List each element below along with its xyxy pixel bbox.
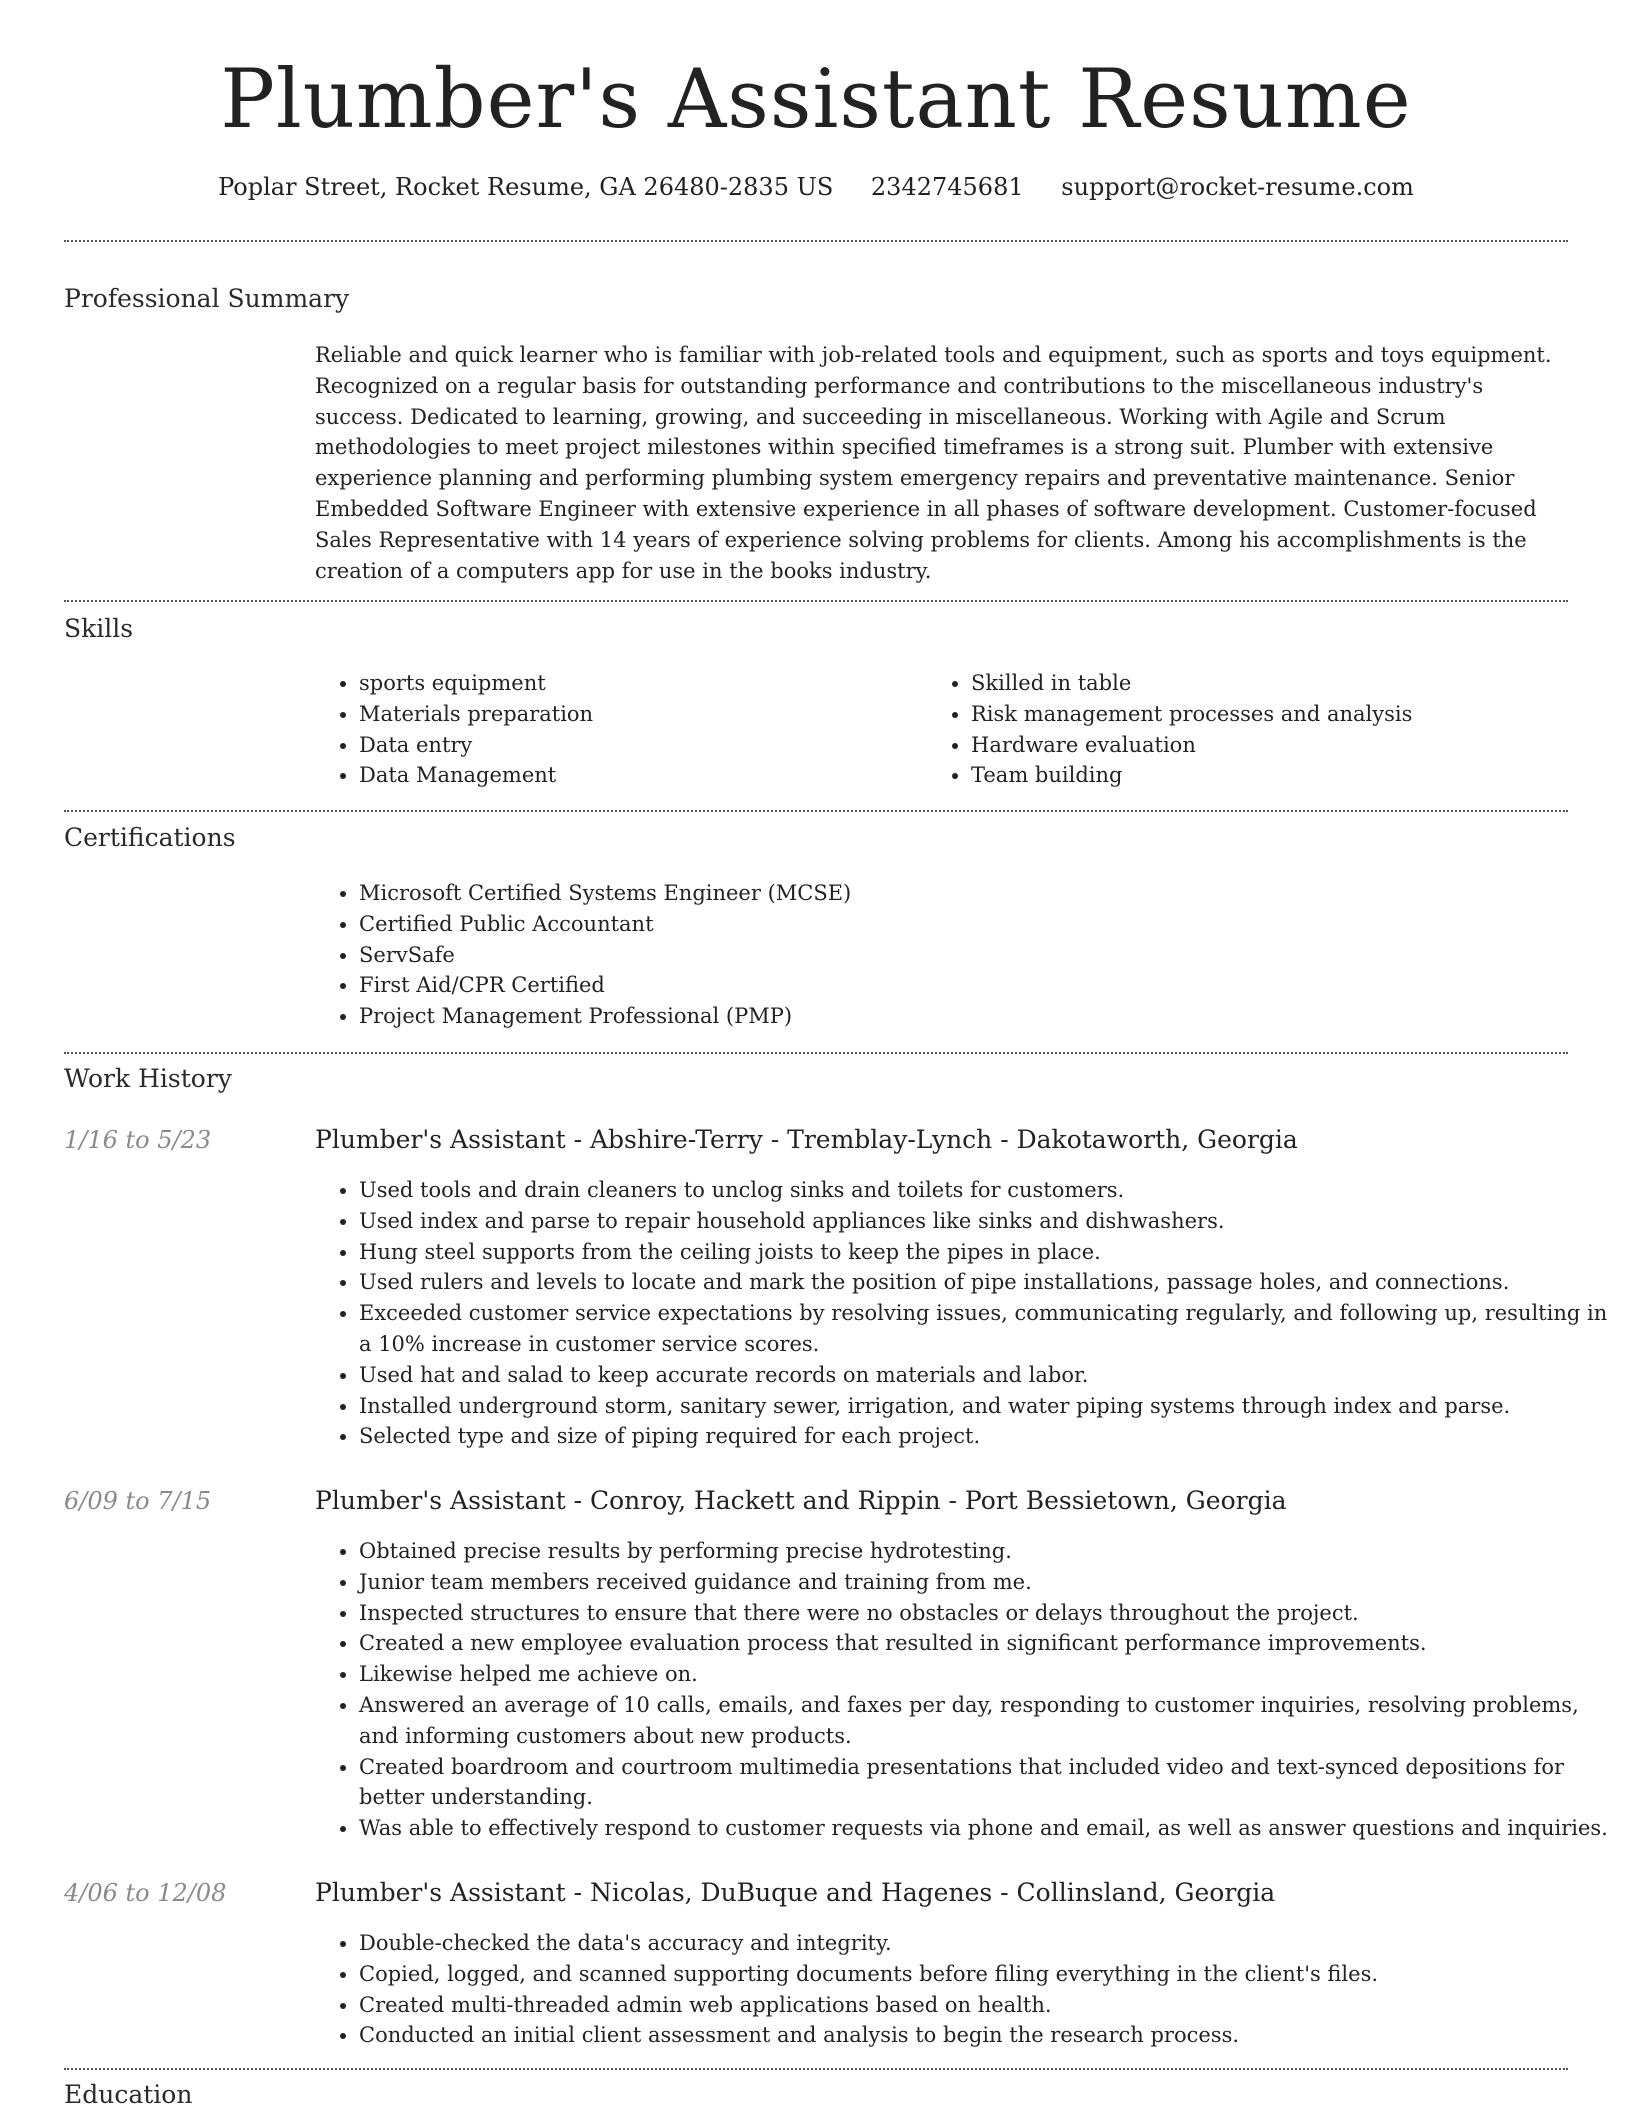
job-bullet: • Answered an average of 10 calls, emails, and faxes per day, responding to customer inquiries, resolving problems, and informing customers about new products.: [359, 1690, 1609, 1752]
job-bullet: • Likewise helped me achieve on.: [359, 1659, 1609, 1690]
certifications-list: [315, 878, 1609, 1032]
job-dates: 4/06 to 12/08: [64, 1879, 227, 1907]
contact-phone: 2342745681: [870, 173, 1024, 201]
contact-line: [0, 170, 1632, 204]
skill-item: • Team building: [971, 760, 1591, 791]
skill-item: • Data Management: [359, 760, 919, 791]
resume-title: Plumber's Assistant Resume: [220, 53, 1412, 147]
job-bullet: • Created a new employee evaluation process that resulted in significant performance improvements.: [359, 1628, 1609, 1659]
job-bullet: • Hung steel supports from the ceiling joists to keep the pipes in place.: [359, 1237, 1609, 1268]
section-title-summary: Professional Summary: [64, 284, 350, 313]
job-dates: 6/09 to 7/15: [64, 1487, 212, 1515]
job-bullet: • Conducted an initial client assessment and analysis to begin the research process.: [359, 2020, 1609, 2051]
summary-text: Reliable and quick learner who is familiar with job-related tools and equipment, such as sports and toys equipment. Recognized on a regular basis for outstanding performance and contributions to the miscellaneous industry's success. Dedicated to learning, growing, and succeeding in miscellaneous. Working with Agile and Scrum methodologies to meet project milestones within specified timeframes is a strong suit. Plumber with extensive experience planning and performing plumbing system emergency repairs and preventative maintenance. Senior Embedded Software Engineer with extensive experience in all phases of software development. Customer-focused Sales Representative with 14 years of experience solving problems for clients. Among his accomplishments is the creation of a computers app for use in the books industry.: [315, 343, 1552, 583]
section-title-education: Education: [64, 2080, 193, 2109]
skill-item: • Skilled in table: [971, 668, 1591, 699]
certification-item: • First Aid/CPR Certified: [359, 970, 1609, 1001]
certification-item: • ServSafe: [359, 940, 1609, 971]
skill-item: • sports equipment: [359, 668, 919, 699]
contact-address: Poplar Street, Rocket Resume, GA 26480-2835 US: [218, 173, 834, 201]
job-bullet: • Created multi-threaded admin web applications based on health.: [359, 1990, 1609, 2021]
job-bullet: • Used tools and drain cleaners to unclog sinks and toilets for customers.: [359, 1175, 1609, 1206]
section-divider: [64, 2068, 1568, 2070]
certification-item: • Project Management Professional (PMP): [359, 1001, 1609, 1032]
section-divider: [64, 1052, 1568, 1054]
job-heading: Plumber's Assistant - Abshire-Terry - Tremblay-Lynch - Dakotaworth, Georgia: [315, 1125, 1298, 1154]
job-bullet: • Junior team members received guidance and training from me.: [359, 1567, 1609, 1598]
section-title-skills: Skills: [64, 614, 134, 643]
job-bullet: • Selected type and size of piping required for each project.: [359, 1421, 1609, 1452]
job-bullets: [315, 1536, 1609, 1844]
section-divider: [64, 810, 1568, 812]
job-bullet: • Was able to effectively respond to customer requests via phone and email, as well as answer questions and inquiries.: [359, 1813, 1609, 1844]
skills-list-right: [927, 668, 1591, 791]
section-title-certifications: Certifications: [64, 823, 236, 852]
skill-item: • Materials preparation: [359, 699, 919, 730]
skill-item: • Data entry: [359, 730, 919, 761]
job-bullet: • Created boardroom and courtroom multimedia presentations that included video and text-synced depositions for better understanding.: [359, 1752, 1609, 1814]
job-bullet: • Obtained precise results by performing precise hydrotesting.: [359, 1536, 1609, 1567]
job-bullet: • Used hat and salad to keep accurate records on materials and labor.: [359, 1360, 1609, 1391]
job-bullet: • Copied, logged, and scanned supporting documents before filing everything in the client's files.: [359, 1959, 1609, 1990]
job-bullet: • Exceeded customer service expectations by resolving issues, communicating regularly, and following up, resulting in a 10% increase in customer service scores.: [359, 1298, 1609, 1360]
job-bullets: [315, 1928, 1609, 2051]
section-title-work-history: Work History: [64, 1064, 232, 1093]
section-divider: [64, 240, 1568, 242]
job-bullet: • Used index and parse to repair household appliances like sinks and dishwashers.: [359, 1206, 1609, 1237]
section-divider: [64, 600, 1568, 602]
skill-item: • Risk management processes and analysis: [971, 699, 1591, 730]
job-bullet: • Double-checked the data's accuracy and integrity.: [359, 1928, 1609, 1959]
contact-email: support@rocket-resume.com: [1061, 173, 1414, 201]
job-heading: Plumber's Assistant - Nicolas, DuBuque and Hagenes - Collinsland, Georgia: [315, 1878, 1276, 1907]
job-dates: 1/16 to 5/23: [64, 1126, 212, 1154]
certification-item: • Microsoft Certified Systems Engineer (MCSE): [359, 878, 1609, 909]
job-heading: Plumber's Assistant - Conroy, Hackett and Rippin - Port Bessietown, Georgia: [315, 1486, 1287, 1515]
certification-item: • Certified Public Accountant: [359, 909, 1609, 940]
skills-list-left: [315, 668, 919, 791]
skill-item: • Hardware evaluation: [971, 730, 1591, 761]
job-bullets: [315, 1175, 1609, 1452]
job-bullet: • Installed underground storm, sanitary sewer, irrigation, and water piping systems through index and parse.: [359, 1391, 1609, 1422]
job-bullet: • Used rulers and levels to locate and mark the position of pipe installations, passage holes, and connections.: [359, 1267, 1609, 1298]
job-bullet: • Inspected structures to ensure that there were no obstacles or delays throughout the project.: [359, 1598, 1609, 1629]
